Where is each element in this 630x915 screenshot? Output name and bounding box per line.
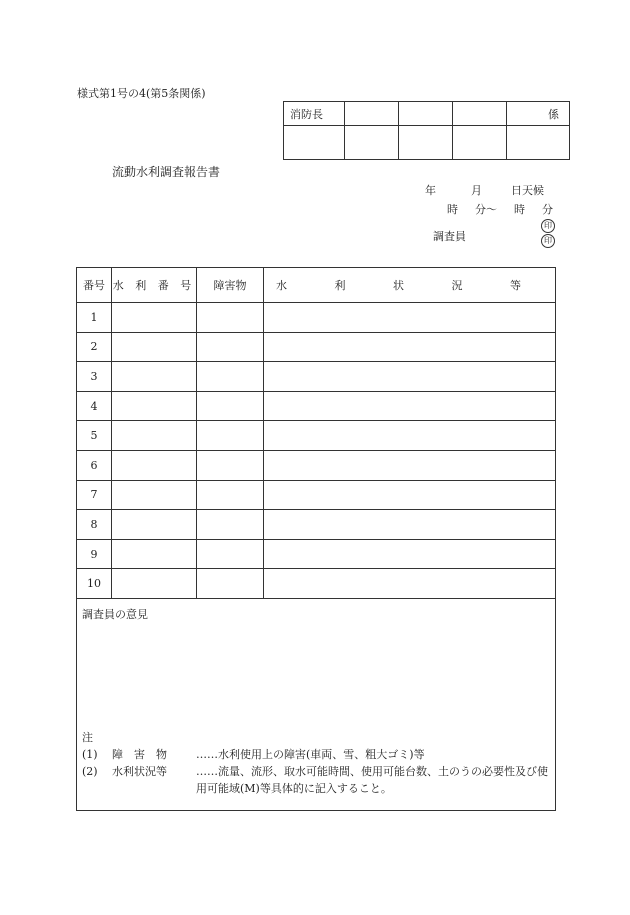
approval-cell: [399, 102, 453, 126]
row-number: 7: [77, 480, 112, 510]
status-cell[interactable]: [264, 450, 556, 480]
month-label: 月: [471, 184, 482, 197]
notes-heading: 注: [82, 731, 93, 744]
day-weather-label: 日天候: [511, 184, 544, 197]
row-number: 10: [77, 569, 112, 599]
row-number: 1: [77, 303, 112, 333]
obstacle-cell[interactable]: [197, 303, 264, 333]
status-cell[interactable]: [264, 391, 556, 421]
row-number: 9: [77, 539, 112, 569]
table-row: [77, 569, 556, 599]
stamp-box: [399, 126, 453, 160]
seal-mark: 印: [541, 234, 555, 248]
table-row: [77, 450, 556, 480]
notes-section: [82, 729, 548, 797]
status-cell[interactable]: [264, 421, 556, 451]
stamp-box: [507, 126, 570, 160]
approval-cell: [345, 102, 399, 126]
note-text: ……水利使用上の障害(車両、雪、粗大ゴミ)等: [196, 748, 425, 761]
obstacle-cell[interactable]: [197, 480, 264, 510]
water-id-cell[interactable]: [112, 510, 197, 540]
header-obstacle: 障害物: [197, 268, 264, 303]
row-number: 5: [77, 421, 112, 451]
table-row: [77, 332, 556, 362]
approval-stamp-table: [283, 101, 570, 160]
note-label: 水利状況等: [112, 765, 167, 778]
row-number: 4: [77, 391, 112, 421]
year-label: 年: [425, 184, 436, 197]
header-water-id: 水 利 番 号: [112, 268, 197, 303]
note-continuation: 用可能域(M)等具体的に記入すること。: [196, 782, 392, 795]
row-number: 6: [77, 450, 112, 480]
note-item: [82, 746, 548, 763]
status-cell[interactable]: [264, 480, 556, 510]
water-id-cell[interactable]: [112, 480, 197, 510]
minute-end-label: 分: [542, 203, 553, 216]
water-id-cell[interactable]: [112, 303, 197, 333]
stamp-box: [345, 126, 399, 160]
table-row: [77, 391, 556, 421]
water-id-cell[interactable]: [112, 539, 197, 569]
header-status: 水 利 状 況 等: [264, 268, 556, 303]
opinion-label: 調査員の意見: [82, 608, 148, 621]
note-item: [82, 763, 548, 780]
stamp-box: [284, 126, 345, 160]
row-number: 8: [77, 510, 112, 540]
hour-start-label: 時: [447, 203, 458, 216]
table-row: [77, 510, 556, 540]
header-number: 番号: [77, 268, 112, 303]
status-cell[interactable]: [264, 539, 556, 569]
fire-chief-label: 消防長: [284, 102, 345, 126]
obstacle-cell[interactable]: [197, 510, 264, 540]
stamp-box: [453, 126, 507, 160]
hour-end-label: 時: [514, 203, 525, 216]
table-row: [77, 480, 556, 510]
obstacle-cell[interactable]: [197, 421, 264, 451]
staff-label: 係: [507, 102, 570, 126]
date-line: [425, 182, 544, 198]
note-number: (2): [82, 765, 98, 778]
obstacle-cell[interactable]: [197, 362, 264, 392]
obstacle-cell[interactable]: [197, 332, 264, 362]
water-id-cell[interactable]: [112, 362, 197, 392]
water-id-cell[interactable]: [112, 421, 197, 451]
table-row: [77, 303, 556, 333]
time-line: [447, 201, 553, 217]
note-number: (1): [82, 748, 98, 761]
obstacle-cell[interactable]: [197, 391, 264, 421]
water-id-cell[interactable]: [112, 332, 197, 362]
approval-cell: [453, 102, 507, 126]
status-cell[interactable]: [264, 510, 556, 540]
seal-mark: 印: [541, 219, 555, 233]
status-cell[interactable]: [264, 569, 556, 599]
table-row: [77, 421, 556, 451]
status-cell[interactable]: [264, 303, 556, 333]
document-title: 流動水利調査報告書: [112, 165, 221, 179]
form-id: 様式第1号の4(第5条関係): [77, 87, 206, 100]
status-cell[interactable]: [264, 332, 556, 362]
water-id-cell[interactable]: [112, 569, 197, 599]
table-row: [77, 539, 556, 569]
water-id-cell[interactable]: [112, 450, 197, 480]
minute-start-label: 分〜: [475, 203, 497, 216]
note-text: ……流量、流形、取水可能時間、使用可能台数、土のうの必要性及び使: [196, 765, 548, 778]
status-cell[interactable]: [264, 362, 556, 392]
inspector-label: 調査員: [433, 230, 466, 243]
obstacle-cell[interactable]: [197, 569, 264, 599]
water-id-cell[interactable]: [112, 391, 197, 421]
table-header-row: [77, 268, 556, 303]
obstacle-cell[interactable]: [197, 450, 264, 480]
row-number: 3: [77, 362, 112, 392]
note-label: 障 害 物: [112, 748, 167, 761]
water-source-table: [76, 267, 556, 599]
row-number: 2: [77, 332, 112, 362]
table-row: [77, 362, 556, 392]
obstacle-cell[interactable]: [197, 539, 264, 569]
